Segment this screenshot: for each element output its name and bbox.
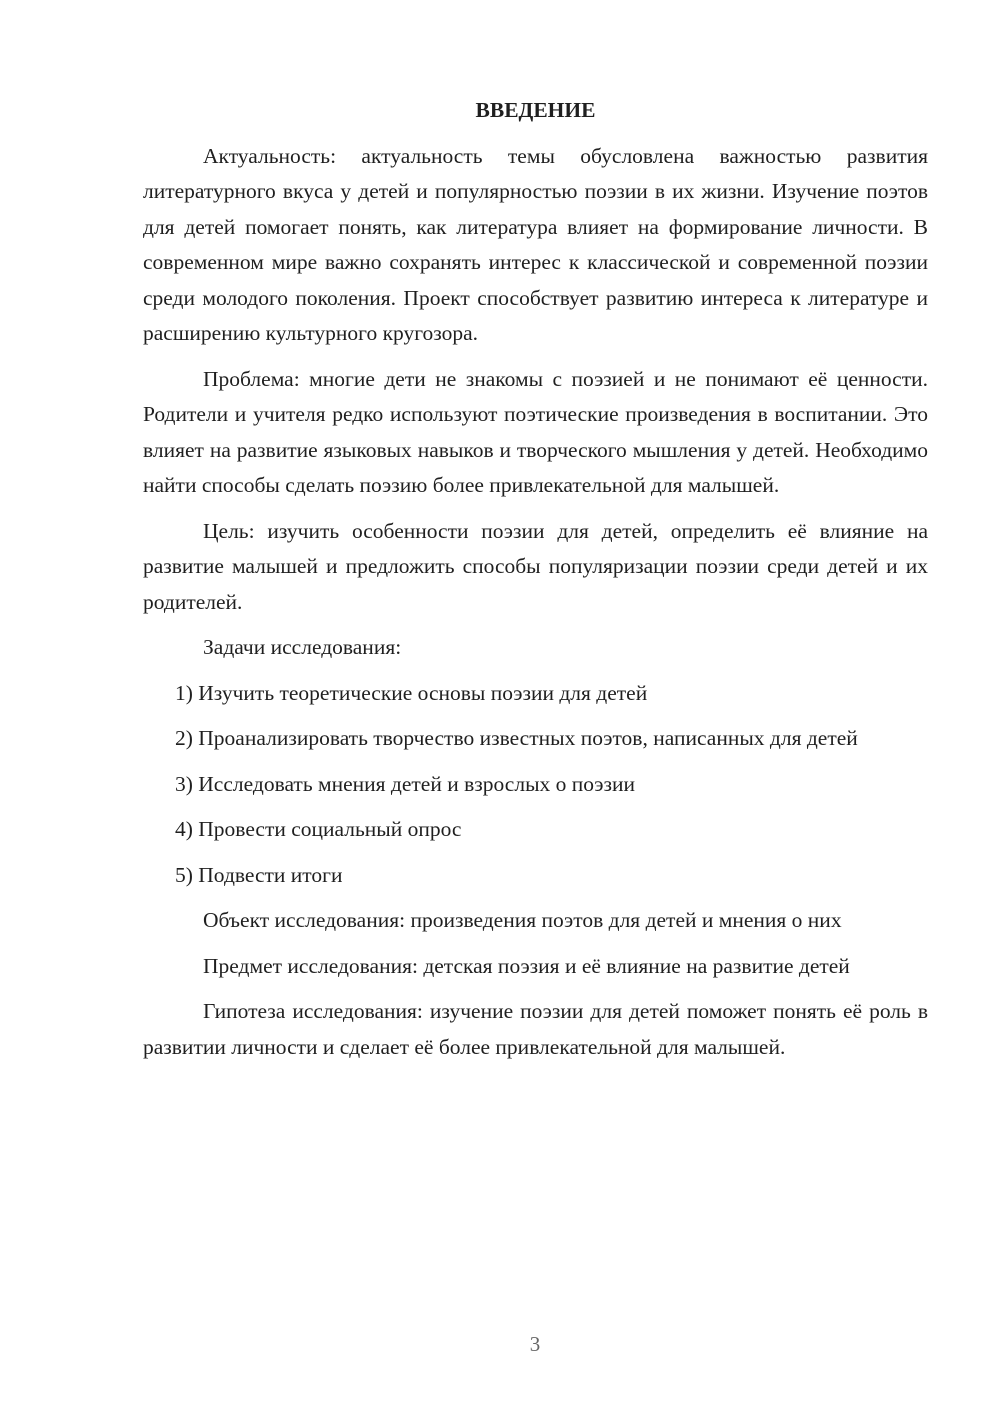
paragraph-problem: Проблема: многие дети не знакомы с поэзией и не понимают её ценности. Родители и учителя редко используют поэтические произведения в воспитании. Это влияет на развитие языковых навыков и творческого мышления у детей. Необходимо найти способы сделать поэзию более привлекательной для малышей. <box>143 366 928 497</box>
paragraph-hypothesis: Гипотеза исследования: изучение поэзии для детей поможет понять её роль в развитии личности и сделает её более привлекательной для малышей. <box>143 999 928 1059</box>
task-item-4: 4) Провести социальный опрос <box>175 817 462 841</box>
paragraph-relevance: Актуальность: актуальность темы обусловлена важностью развития литературного вкуса у детей и популярностью поэзии в их жизни. Изучение поэтов для детей помогает понять, как литература влияет на формирование личности. В современном мире важно сохранять интерес к классической и современной поэзии среди молодого поколения. Проект способствует развитию интереса к литературе и расширению культурного кругозора. <box>143 143 928 345</box>
paragraph-object: Объект исследования: произведения поэтов для детей и мнения о них <box>203 908 842 932</box>
page-content <box>143 93 928 1075</box>
paragraph-goal: Цель: изучить особенности поэзии для детей, определить её влияние на развитие малышей и предложить способы популяризации поэзии среди детей и их родителей. <box>143 518 928 614</box>
task-item-3: 3) Исследовать мнения детей и взрослых о поэзии <box>175 771 636 796</box>
paragraph-subject: Предмет исследования: детская поэзия и её влияние на развитие детей <box>203 953 850 978</box>
task-item-5: 5) Подвести итоги <box>175 862 343 887</box>
task-item-1: 1) Изучить теоретические основы поэзии для детей <box>175 680 648 705</box>
task-item-2: 2) Проанализировать творчество известных поэтов, написанных для детей <box>175 726 858 750</box>
page-number: 3 <box>529 1332 541 1356</box>
section-title: ВВЕДЕНИЕ <box>475 98 596 122</box>
paragraph-tasks-heading: Задачи исследования: <box>203 635 402 659</box>
